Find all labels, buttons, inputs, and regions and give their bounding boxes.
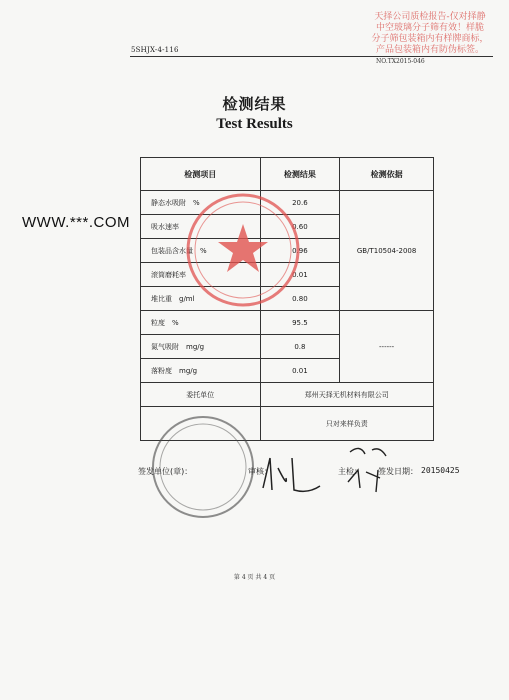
header-result: 检测结果 — [260, 158, 340, 191]
issuer-label: 签发单位(章)： — [138, 467, 193, 476]
header-rule — [130, 56, 493, 57]
review-label: 审核： — [248, 467, 272, 476]
row-item: 静态水吸附 % — [141, 191, 261, 215]
client-label: 委托单位 — [141, 383, 261, 407]
note-line-1: 天择公司质检报告-仅对择静 — [374, 12, 486, 22]
row-item: 氮气吸附 mg/g — [141, 335, 261, 359]
row-result: 0.60 — [260, 215, 340, 239]
basis-cell: GB/T10504-2008 — [340, 191, 434, 311]
date-label: 签发日期： — [378, 467, 418, 476]
document-number: NO.TX2015-046 — [376, 58, 425, 65]
client-row — [141, 383, 434, 407]
note-value: 只对来样负责 — [260, 407, 433, 441]
table-row — [141, 311, 434, 335]
row-item: 堆比重 g/ml — [141, 287, 261, 311]
reviewer-signature-icon — [258, 448, 328, 498]
inspector-signature-icon — [340, 442, 400, 497]
site-watermark: WWW.***.COM — [22, 214, 130, 231]
row-item: 粒度 % — [141, 311, 261, 335]
note-line-2: 中空玻璃分子筛有效！样脆 — [375, 23, 484, 33]
header-basis: 检测依据 — [340, 158, 434, 191]
document-code: 5SHJX-4-116 — [131, 46, 179, 54]
page-title-en: Test Results — [216, 116, 293, 132]
row-result: 0.96 — [260, 239, 340, 263]
note-line-4: 产品包装箱内有防伪标签。 — [375, 45, 484, 55]
note-line-3: 分子筛包装箱内有样牌商标， — [371, 34, 489, 44]
row-item: 吸水速率 — [141, 215, 261, 239]
host-label: 主检： — [338, 467, 362, 476]
row-result: 0.01 — [260, 359, 340, 383]
basis-cell-empty: ------ — [340, 311, 434, 383]
row-result: 95.5 — [260, 311, 340, 335]
company-seal-icon — [183, 190, 303, 310]
row-result: 0.01 — [260, 263, 340, 287]
page-title-cn: 检测结果 — [222, 95, 287, 113]
client-value: 郑州天择无机材料有限公司 — [260, 383, 433, 407]
header-item: 检测项目 — [141, 158, 261, 191]
row-result: 20.6 — [260, 191, 340, 215]
row-result: 0.8 — [260, 335, 340, 359]
table-header-row — [141, 158, 434, 191]
row-result: 0.80 — [260, 287, 340, 311]
row-item: 落粉度 mg/g — [141, 359, 261, 383]
row-item: 包装品含水量 % — [141, 239, 261, 263]
page-number: 第 4 页 共 4 页 — [233, 574, 276, 581]
row-item: 滚筒磨耗率 — [141, 263, 261, 287]
anti-counterfeit-note — [356, 12, 504, 56]
date-value: 20150425 — [421, 466, 460, 475]
